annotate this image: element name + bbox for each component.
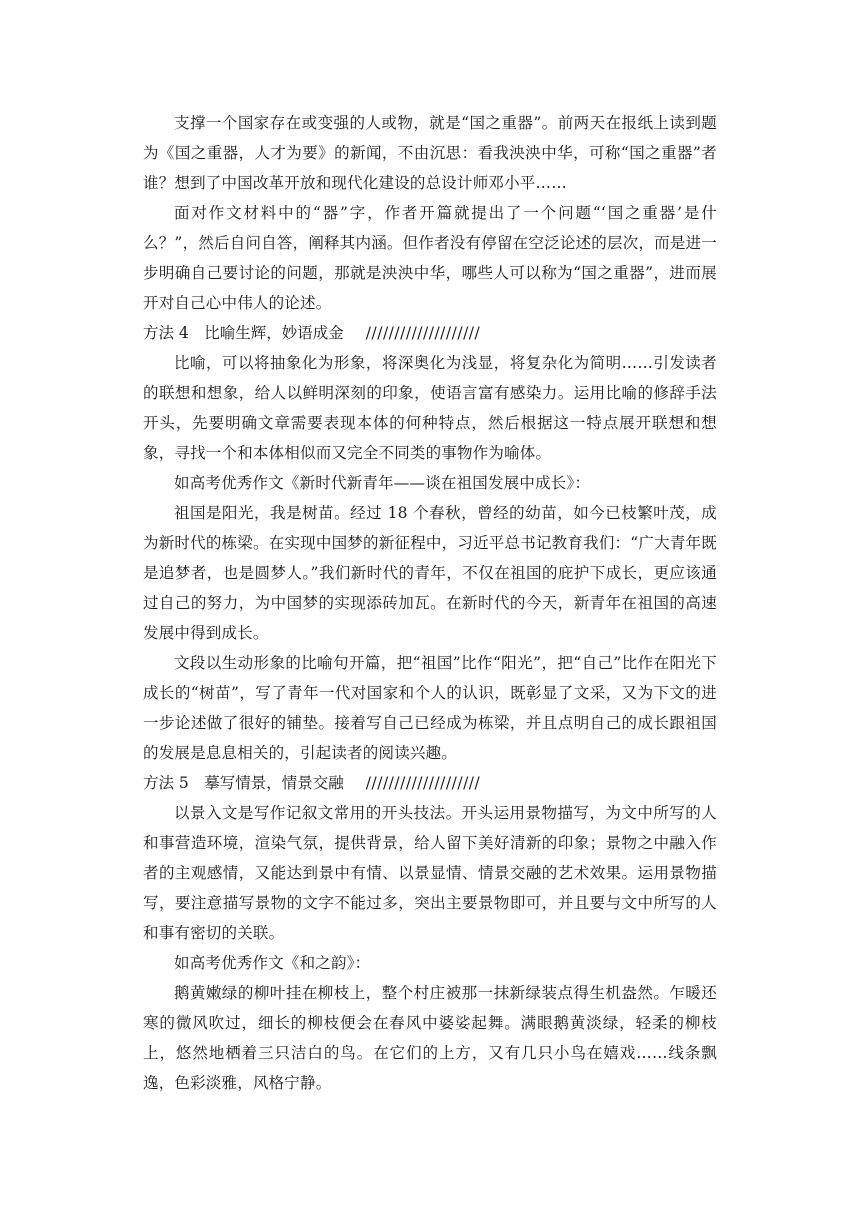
method-4-title: 方法 4 比喻生辉，妙语成金 <box>143 324 344 342</box>
paragraph-analysis-1: 面对作文材料中的“器”字，作者开篇就提出了一个问题“‘国之重器’是什么？”，然后自问自答，阐释其内涵。但作者没有停留在空泛论述的层次，而是进一步明确自己要讨论的问题，那就是泱泱中华，哪些人可以称为“国之重器”，进而展开对自己心中伟人的论述。 <box>143 204 717 312</box>
paragraph-analysis-2: 文段以生动形象的比喻句开篇，把“祖国”比作“阳光”，把“自己”比作在阳光下成长的“树苗”，写了青年一代对国家和个人的认识，既彰显了文采，又为下文的进一步论述做了很好的铺垫。接着写自己已经成为栋梁，并且点明自己的成长跟祖国的发展是息息相关的，引起读者的阅读兴趣。 <box>143 654 717 762</box>
method-5-title: 方法 5 摹写情景，情景交融 <box>143 774 344 792</box>
method-4-divider: //////////////////// <box>365 324 481 342</box>
paragraph-example-text-1: 祖国是阳光，我是树苗。经过 18 个春秋，曾经的幼苗，如今已枝繁叶茂，成为新时代的栋梁。在实现中国梦的新征程中，习近平总书记教育我们：“广大青年既是追梦者，也是圆梦人。”我们新时代的青年，不仅在祖国的庇护下成长，更应该通过自己的努力，为中国梦的实现添砖加瓦。在新时代的今天，新青年在祖国的高速发展中得到成长。 <box>143 504 717 642</box>
paragraph-metaphor-explanation: 比喻，可以将抽象化为形象，将深奥化为浅显，将复杂化为简明……引发读者的联想和想象，给人以鲜明深刻的印象，使语言富有感染力。运用比喻的修辞手法开头，先要明确文章需要表现本体的何种特点，然后根据这一特点展开联想和想象，寻找一个和本体相似而又完全不同类的事物作为喻体。 <box>143 354 717 462</box>
paragraph-example-intro-1: 如高考优秀作文《新时代新青年——谈在祖国发展中成长》： <box>174 474 591 492</box>
paragraph-example-intro-2: 如高考优秀作文《和之韵》： <box>174 954 371 972</box>
paragraph-guozhizhongqi-quote: 支撑一个国家存在或变强的人或物，就是“国之重器”。前两天在报纸上读到题为《国之重器，人才为要》的新闻，不由沉思：看我泱泱中华，可称“国之重器”者谁？想到了中国改革开放和现代化建设的总设计师邓小平…… <box>143 114 717 192</box>
paragraph-example-text-2: 鹅黄嫩绿的柳叶挂在柳枝上，整个村庄被那一抹新绿装点得生机盎然。乍暖还寒的微风吹过，细长的柳枝便会在春风中婆娑起舞。满眼鹅黄淡绿，轻柔的柳枝上，悠然地栖着三只洁白的鸟。在它们的上方，又有几只小鸟在嬉戏……线条飘逸，色彩淡雅，风格宁静。 <box>143 984 717 1092</box>
method-5-divider: //////////////////// <box>365 774 481 792</box>
document-body <box>143 108 717 1098</box>
paragraph-scenery-explanation: 以景入文是写作记叙文常用的开头技法。开头运用景物描写，为文中所写的人和事营造环境，渲染气氛，提供背景，给人留下美好清新的印象；景物之中融入作者的主观感情，又能达到景中有情、以景显情、情景交融的艺术效果。运用景物描写，要注意描写景物的文字不能过多，突出主要景物即可，并且要与文中所写的人和事有密切的关联。 <box>143 804 717 942</box>
method-4-heading <box>143 318 717 348</box>
method-5-heading <box>143 768 717 798</box>
